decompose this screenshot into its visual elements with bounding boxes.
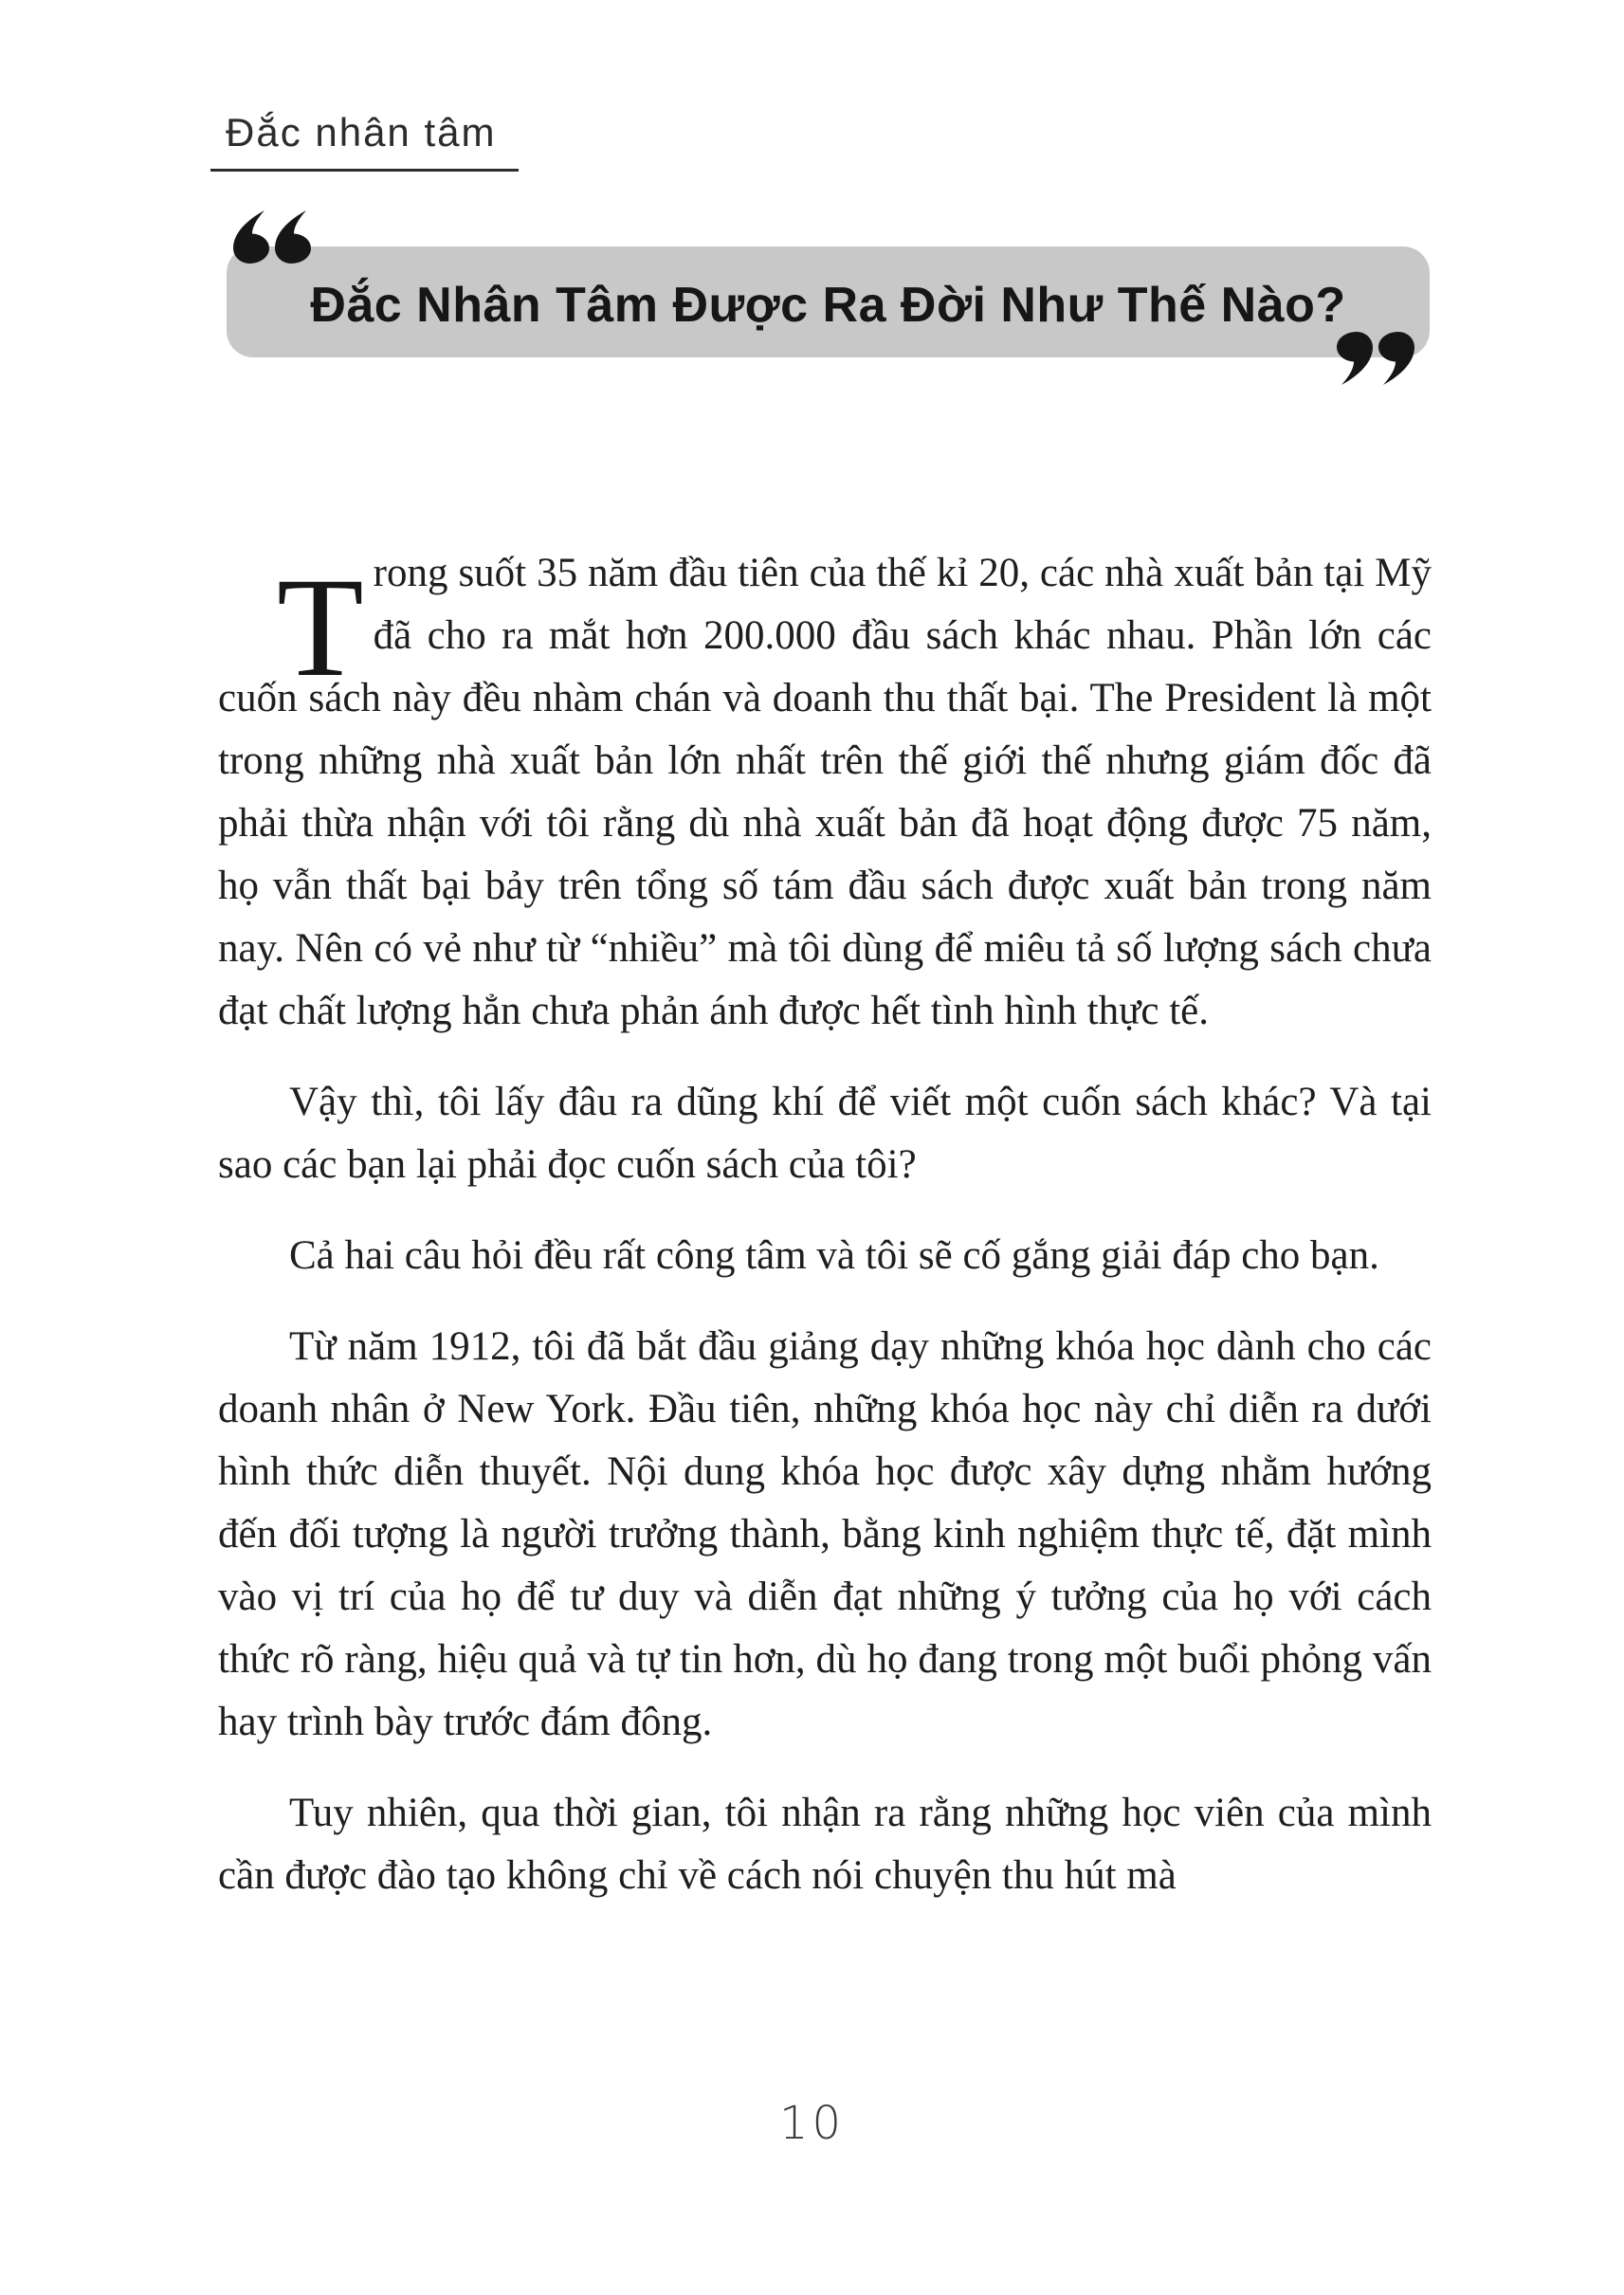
body-paragraph: Từ năm 1912, tôi đã bắt đầu giảng dạy những khóa học dành cho các doanh nhân ở New York. Đầu tiên, những khóa học này chỉ diễn ra dưới hình thức diễn thuyết. Nội dung khóa học được xây dựng nhằm hướng đến đối tượng là người trưởng thành, bằng kinh nghiệm thực tế, đặt mình vào vị trí của họ để tư duy và diễn đạt những ý tưởng của họ với cách thức rõ ràng, hiệu quả và tự tin hơn, dù họ đang trong một buổi phỏng vấn hay trình bày trước đám đông. [218, 1324, 1432, 1744]
body-paragraph [218, 542, 1432, 1043]
page-body [218, 542, 1432, 1907]
running-header: Đắc nhân tâm [210, 110, 519, 172]
drop-cap: T [277, 549, 364, 706]
closing-quote-icon [1335, 332, 1414, 385]
body-paragraph: Vậy thì, tôi lấy đâu ra dũng khí để viết một cuốn sách khác? Và tại sao các bạn lại phải đọc cuốn sách của tôi? [218, 1080, 1432, 1187]
opening-quote-icon [233, 210, 313, 264]
body-paragraph: Cả hai câu hỏi đều rất công tâm và tôi sẽ cố gắng giải đáp cho bạn. [289, 1233, 1379, 1278]
chapter-title-box [227, 246, 1430, 357]
page-number: 10 [778, 2097, 846, 2150]
chapter-title: Đắc Nhân Tâm Được Ra Đời Như Thế Nào? [310, 277, 1346, 333]
body-paragraph: Tuy nhiên, qua thời gian, tôi nhận ra rằng những học viên của mình cần được đào tạo không chỉ về cách nói chuyện thu hút mà [218, 1791, 1432, 1898]
paragraph-text: rong suốt 35 năm đầu tiên của thế kỉ 20, các nhà xuất bản tại Mỹ đã cho ra mắt hơn 200.000 đầu sách khác nhau. Phần lớn các cuốn sách này đều nhàm chán và doanh thu thất bại. The President là một trong những nhà xuất bản lớn nhất trên thế giới thế nhưng giám đốc đã phải thừa nhận với tôi rằng dù nhà xuất bản đã hoạt động được 75 năm, họ vẫn thất bại bảy trên tổng số tám đầu sách được xuất bản trong năm nay. Nên có vẻ như từ “nhiều” mà tôi dùng để miêu tả số lượng sách chưa đạt chất lượng hẳn chưa phản ánh được hết tình hình thực tế. [218, 551, 1432, 1033]
